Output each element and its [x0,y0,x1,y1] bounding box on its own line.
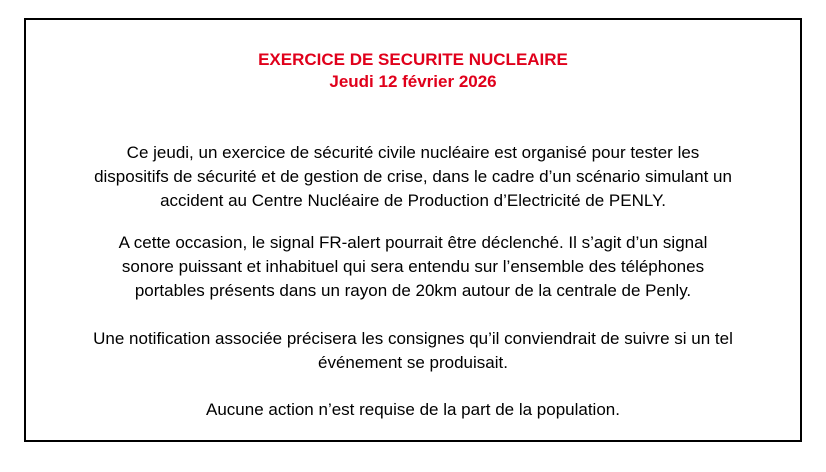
paragraph-line: portables présents dans un rayon de 20km autour de la centrale de Penly. [134,281,692,300]
paragraph-line: accident au Centre Nucléaire de Production d’Electricité de PENLY. [160,191,666,210]
paragraph-line: dispositifs de sécurité et de gestion de crise, dans le cadre d’un scénario simulant un [94,167,732,186]
paragraph-no-action [32,398,794,422]
paragraph-line: événement se produisait. [318,353,508,372]
paragraph-notification [32,327,794,375]
paragraph-fr-alert [32,231,794,303]
paragraph-line: Une notification associée précisera les consignes qu’il conviendrait de suivre si un tel [93,329,733,348]
notice-date: Jeudi 12 février 2026 [329,72,497,91]
notice-title: EXERCICE DE SECURITE NUCLEAIRE [258,50,568,69]
paragraph-exercise-description [32,141,794,213]
paragraph-line: A cette occasion, le signal FR-alert pourrait être déclenché. Il s’agit d’un signal [118,233,708,252]
paragraph-line: Aucune action n’est requise de la part de la population. [206,400,620,419]
paragraph-line: Ce jeudi, un exercice de sécurité civile nucléaire est organisé pour tester les [126,143,700,162]
paragraph-line: sonore puissant et inhabituel qui sera entendu sur l’ensemble des téléphones [121,257,705,276]
notice-frame [24,18,802,442]
